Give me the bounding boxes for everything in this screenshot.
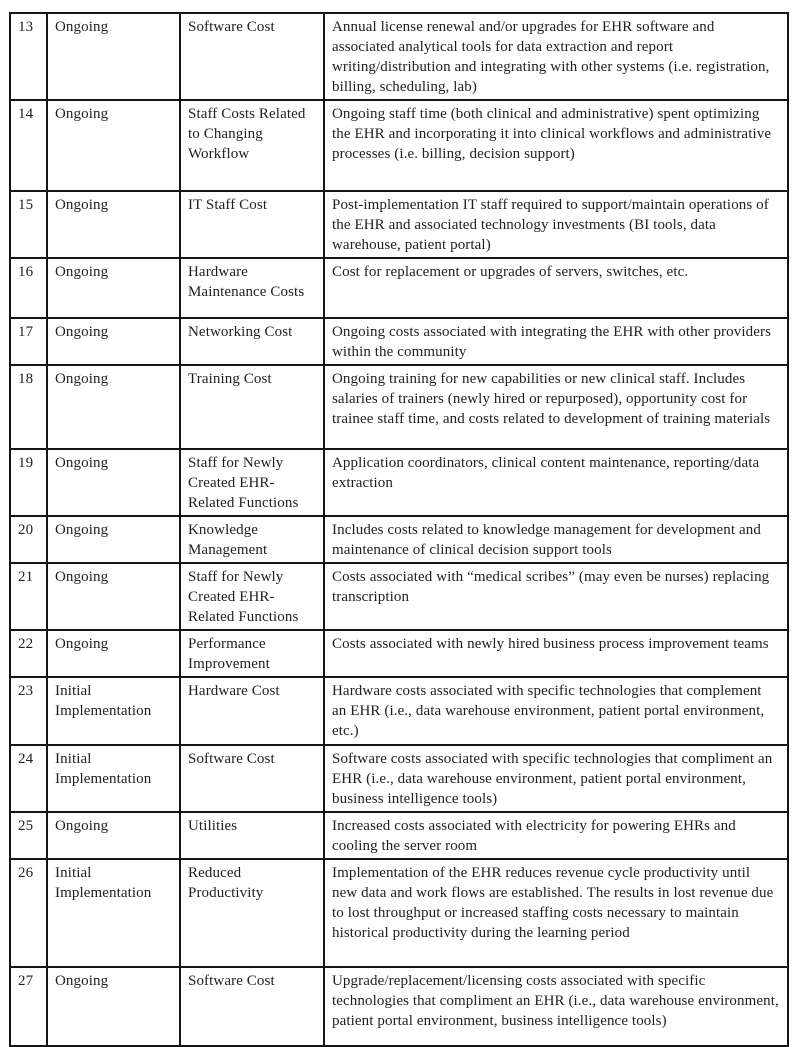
- row-number-cell: 19: [10, 449, 47, 516]
- description-cell: Costs associated with newly hired business process improvement teams: [324, 630, 788, 677]
- cost-category-cell: Software Cost: [180, 13, 324, 100]
- description-cell: Application coordinators, clinical content maintenance, reporting/data extraction: [324, 449, 788, 516]
- table-row: [10, 677, 788, 745]
- cost-category-cell: Software Cost: [180, 967, 324, 1046]
- phase-cell: Ongoing: [47, 563, 180, 630]
- row-number-cell: 13: [10, 13, 47, 100]
- row-number-cell: 27: [10, 967, 47, 1046]
- description-cell: Ongoing costs associated with integrating the EHR with other providers within the community: [324, 318, 788, 365]
- table-row: [10, 258, 788, 318]
- description-cell: Implementation of the EHR reduces revenue cycle productivity until new data and work flows are established. The results in lost revenue due to lost throughput or increased staffing costs necessary to maintain historical productivity during the learning period: [324, 859, 788, 967]
- phase-cell: Ongoing: [47, 13, 180, 100]
- description-cell: Software costs associated with specific technologies that compliment an EHR (i.e., data warehouse environment, patient portal environment, business intelligence tools): [324, 745, 788, 812]
- cost-category-cell: Software Cost: [180, 745, 324, 812]
- table-row: [10, 365, 788, 449]
- description-cell: Upgrade/replacement/licensing costs associated with specific technologies that compliment an EHR (i.e., data warehouse environment, patient portal environment, business intelligence tools): [324, 967, 788, 1046]
- row-number-cell: 22: [10, 630, 47, 677]
- table-row: [10, 563, 788, 630]
- phase-cell: Ongoing: [47, 630, 180, 677]
- table-row: [10, 630, 788, 677]
- row-number-cell: 16: [10, 258, 47, 318]
- cost-category-cell: Performance Improvement: [180, 630, 324, 677]
- cost-category-cell: Staff for Newly Created EHR-Related Functions: [180, 563, 324, 630]
- cost-category-cell: Training Cost: [180, 365, 324, 449]
- phase-cell: Ongoing: [47, 318, 180, 365]
- cost-category-cell: Hardware Maintenance Costs: [180, 258, 324, 318]
- description-cell: Post-implementation IT staff required to support/maintain operations of the EHR and associated technology investments (BI tools, data warehouse, patient portal): [324, 191, 788, 258]
- row-number-cell: 26: [10, 859, 47, 967]
- cost-category-cell: Knowledge Management: [180, 516, 324, 563]
- cost-category-cell: Staff Costs Related to Changing Workflow: [180, 100, 324, 191]
- row-number-cell: 20: [10, 516, 47, 563]
- table-row: [10, 449, 788, 516]
- description-cell: Hardware costs associated with specific technologies that complement an EHR (i.e., data warehouse environment, patient portal environment, etc.): [324, 677, 788, 745]
- row-number-cell: 24: [10, 745, 47, 812]
- ehr-cost-table: [9, 12, 789, 1047]
- description-cell: Annual license renewal and/or upgrades for EHR software and associated analytical tools for data extraction and report writing/distribution and integrating with other systems (i.e. registration, billing, scheduling, lab): [324, 13, 788, 100]
- table-row: [10, 812, 788, 859]
- cost-category-cell: IT Staff Cost: [180, 191, 324, 258]
- description-cell: Ongoing training for new capabilities or new clinical staff. Includes salaries of trainers (newly hired or repurposed), opportunity cost for trainee staff time, and costs related to development of training materials: [324, 365, 788, 449]
- phase-cell: Initial Implementation: [47, 745, 180, 812]
- row-number-cell: 14: [10, 100, 47, 191]
- description-cell: Includes costs related to knowledge management for development and maintenance of clinical decision support tools: [324, 516, 788, 563]
- description-cell: Cost for replacement or upgrades of servers, switches, etc.: [324, 258, 788, 318]
- cost-category-cell: Utilities: [180, 812, 324, 859]
- table-row: [10, 745, 788, 812]
- row-number-cell: 18: [10, 365, 47, 449]
- phase-cell: Initial Implementation: [47, 677, 180, 745]
- row-number-cell: 17: [10, 318, 47, 365]
- row-number-cell: 21: [10, 563, 47, 630]
- table-row: [10, 516, 788, 563]
- table-row: [10, 967, 788, 1046]
- table-row: [10, 859, 788, 967]
- phase-cell: Ongoing: [47, 967, 180, 1046]
- cost-category-cell: Reduced Productivity: [180, 859, 324, 967]
- phase-cell: Initial Implementation: [47, 859, 180, 967]
- table-row: [10, 13, 788, 100]
- phase-cell: Ongoing: [47, 812, 180, 859]
- table-row: [10, 191, 788, 258]
- cost-category-cell: Hardware Cost: [180, 677, 324, 745]
- row-number-cell: 23: [10, 677, 47, 745]
- cost-category-cell: Networking Cost: [180, 318, 324, 365]
- document-page: [0, 12, 796, 1036]
- table-row: [10, 318, 788, 365]
- phase-cell: Ongoing: [47, 258, 180, 318]
- ehr-cost-table-body: [10, 13, 788, 1046]
- table-row: [10, 100, 788, 191]
- description-cell: Increased costs associated with electricity for powering EHRs and cooling the server room: [324, 812, 788, 859]
- phase-cell: Ongoing: [47, 191, 180, 258]
- phase-cell: Ongoing: [47, 365, 180, 449]
- description-cell: Costs associated with “medical scribes” (may even be nurses) replacing transcription: [324, 563, 788, 630]
- cost-category-cell: Staff for Newly Created EHR-Related Functions: [180, 449, 324, 516]
- row-number-cell: 25: [10, 812, 47, 859]
- phase-cell: Ongoing: [47, 516, 180, 563]
- description-cell: Ongoing staff time (both clinical and administrative) spent optimizing the EHR and incorporating it into clinical workflows and administrative processes (i.e. billing, decision support): [324, 100, 788, 191]
- phase-cell: Ongoing: [47, 449, 180, 516]
- row-number-cell: 15: [10, 191, 47, 258]
- phase-cell: Ongoing: [47, 100, 180, 191]
